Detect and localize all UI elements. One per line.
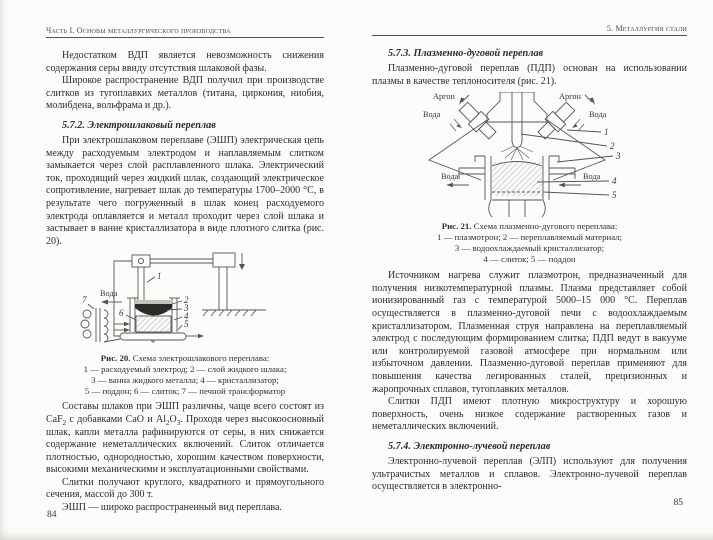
fig20-callout-6: 6: [119, 308, 124, 319]
fig20-callout-5: 5: [184, 319, 189, 330]
fig20-caption: [46, 353, 324, 364]
subscript: 3: [176, 418, 181, 427]
paragraph-ingot-shapes: Слитки получают круглого, квадратного и прямоугольного сечения, массой до 300 т.: [46, 476, 324, 501]
fig21-legend-line: 1 — плазмотрон; 2 — переплавляемый материал;: [436, 232, 623, 243]
page-right: [358, 0, 713, 540]
paragraph-eshp-conclusion: ЭШП — широко распространенный вид переплава.: [62, 502, 282, 514]
fig21-legend-line: 3 — водоохлаждаемый кристаллизатор;: [454, 243, 605, 254]
fig20-callout-7: 7: [82, 295, 87, 306]
paragraph-eshp-process: При электрошлаковом переплаве (ЭШП) электрическая цепь между расходуемым электродом и наплавляемым слитком замыкается через слой расплавленного шлака. Электрический ток, проходящий через жидкий шлак, создающий электрическое сопротивление, нагревает шлак до температуры 1700–2000 °С, в результате чего погруженный в шлак конец расходуемого электрода оплавляется и металл проходит через слой шлака и застывает в ванне кристаллизатора в виде плотного слитка (рис. 20).: [46, 134, 324, 247]
fig21-caption-title: Схема плазменно-дугового переплава:: [473, 221, 618, 232]
fig21-callout-5: 5: [612, 190, 617, 201]
fig21-water-lower-right-label: Вода: [583, 172, 601, 182]
text-fragment: O: [169, 413, 177, 425]
fig21-callout-2: 2: [610, 141, 615, 152]
running-head-left: Часть I. Основы металлургического производства: [46, 26, 324, 38]
fig21-water-upper-right-label: Вода: [589, 110, 607, 120]
fig20-water-label: Вода: [100, 289, 118, 299]
figure-21: [407, 92, 652, 218]
fig20-callout-4: 4: [184, 311, 189, 322]
fig21-legend-line: 4 — слиток; 5 — поддон: [483, 254, 576, 265]
fig20-legend-line: 1 — расходуемый электрод; 2 — слой жидкого шлака;: [83, 364, 287, 375]
paragraph-pdp-intro: Плазменно-дуговой переплав (ПДП) основан на использовании плазмы в качестве теплоносителя (рис. 21).: [372, 63, 687, 87]
text-fragment: с добавками CaO и Al: [66, 413, 166, 425]
fig21-water-lower-left-label: Вода: [441, 172, 459, 182]
paragraph-pdp-main: Источником нагрева служит плазмотрон, предназначенный для получения низкотемпературной плазмы. Плазма представляет собой ионизированный газ с температурой 5000–15 000 °С. Переплав осуществляется в плазменно-дуговой печи с водоохлаждаемым кристаллизатором. Плазменная струя направлена на переплавляемый электрод с последующим формированием слитка; ПДП ведут в вакууме или контролируемой газовой атмосфере при нормальном или избыточном давлении. Плазменно-дуговой переплав применяют для повышения качества легированных сталей, прецизионных и жаропрочных сплавов, тугоплавких металлов.: [372, 270, 687, 395]
fig21-argon-left-label: Аргон: [433, 92, 455, 102]
subscript: 2: [165, 418, 170, 427]
text-fragment: Составы шлаков при ЭШП различны, чаще всего состоят из CaF: [46, 401, 324, 425]
fig20-caption-title: Схема электрошлакового переплава:: [132, 353, 270, 364]
fig20-callout-2: 2: [184, 295, 189, 306]
page-number-left: 84: [47, 510, 57, 520]
fig20-callout-3: 3: [184, 303, 189, 314]
paragraph-vdp-usage: Широкое распространение ВДП получил при производстве слитков из тугоплавких металлов (титана, циркония, ниобия, молибдена, вольфрама и др.).: [46, 75, 324, 112]
paragraph-pdp-ingots: Слитки ПДП имеют плотную микроструктуру и хорошую поверхность, очень низкое содержание растворенных газов и неметаллических включений.: [372, 396, 687, 433]
paragraph-slag-compositions: [46, 401, 324, 477]
fig21-caption: [372, 221, 687, 232]
figure-20: [70, 252, 300, 350]
fig21-argon-right-label: Аргон: [559, 92, 581, 102]
fig21-callout-1: 1: [604, 127, 609, 138]
heading-5-7-2: 5.7.2. Электрошлаковый переплав: [62, 119, 216, 131]
fig21-callout-4: 4: [612, 176, 617, 187]
heading-5-7-3: 5.7.3. Плазменно-дуговой переплав: [388, 48, 544, 59]
heading-5-7-4: 5.7.4. Электронно-лучевой переплав: [388, 440, 551, 452]
fig20-callout-1: 1: [157, 271, 162, 282]
fig21-callout-3: 3: [616, 151, 621, 162]
text-fragment: . Проходя через высокоосновный шлак, капли металла рафинируются от серы, в них снижается содержание неметаллических включений. Слиток отличается плотностью, однородностью, хорошим качеством поверхности, высокими механическими и эксплуатационными свойствами.: [46, 413, 324, 476]
page-number-right: 85: [673, 498, 683, 508]
fig21-caption-label: Рис. 21.: [441, 221, 472, 232]
fig20-legend-line: 5 — поддон; 6 — слиток; 7 — печной трансформатор: [84, 386, 286, 397]
paragraph-vdp-drawback: Недостатком ВДП является невозможность снижения содержания серы ввиду отсутствия шлаковой фазы.: [46, 50, 324, 74]
running-head-right: 5. Металлургия стали: [372, 24, 687, 36]
fig20-caption-label: Рис. 20.: [100, 353, 131, 364]
fig21-water-upper-left-label: Вода: [423, 110, 441, 120]
paragraph-elp-intro: Электронно-лучевой переплав (ЭЛП) используют для получения ультрачистых металлов и сплавов. Электронно-лучевой переплав осуществляется в электронно-: [372, 455, 687, 493]
subscript: 2: [62, 418, 67, 427]
fig20-legend-line: 3 — ванна жидкого металла; 4 — кристаллизатор;: [91, 375, 279, 386]
